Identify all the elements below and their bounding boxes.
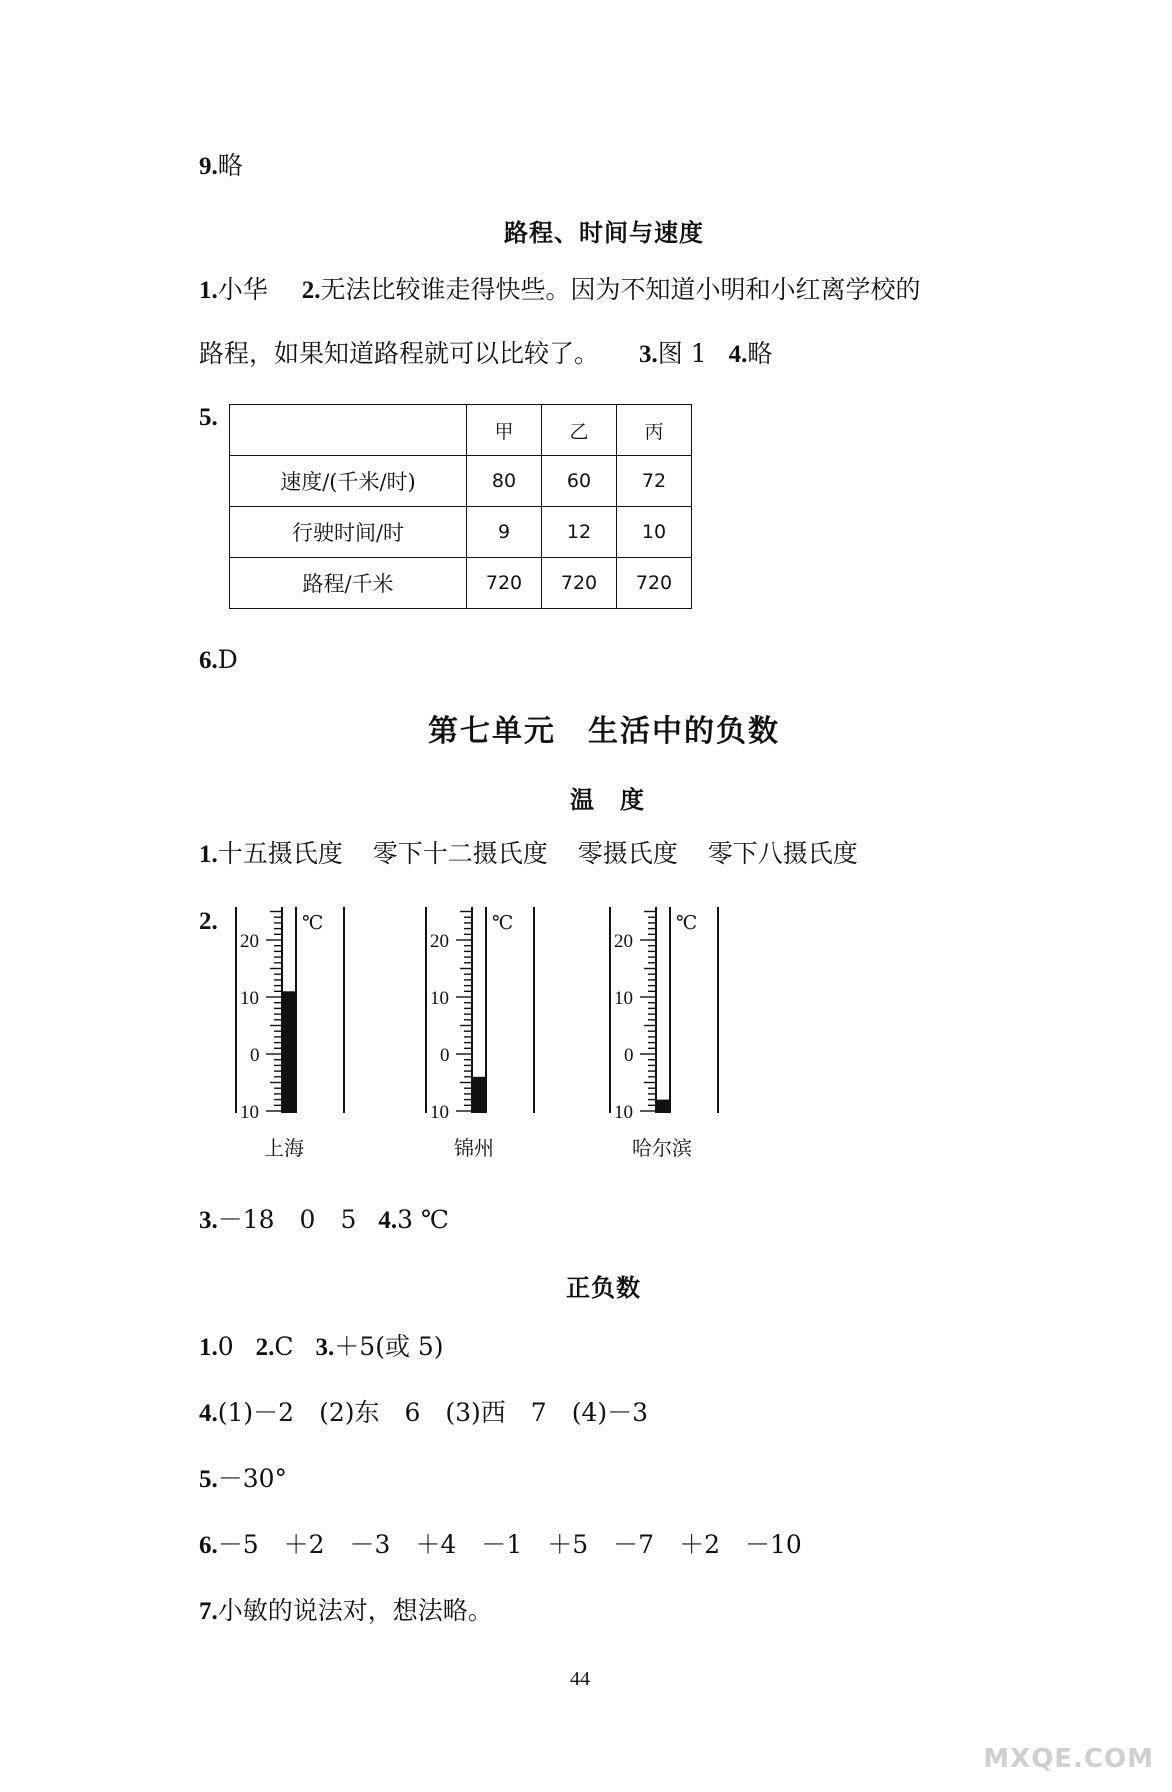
question-number: 1. — [199, 277, 218, 304]
thermometer-2 — [422, 905, 552, 1125]
table-cell: 9 — [467, 507, 542, 558]
answer-pn-1-2-3 — [199, 1331, 444, 1364]
question-number: 7. — [199, 1598, 218, 1625]
question-number: 2. — [301, 277, 321, 304]
tick-label: 20 — [240, 931, 259, 952]
thermometer-city-label: 哈尔滨 — [632, 1136, 692, 1160]
mercury-fill — [473, 1077, 485, 1113]
question-number: 9. — [199, 153, 218, 180]
mercury-fill — [283, 991, 295, 1113]
question-number: 4. — [378, 1207, 398, 1234]
table-header-cell: 乙 — [542, 405, 617, 456]
answer-pn-7 — [199, 1595, 493, 1628]
thermometer-city-label: 锦州 — [454, 1136, 494, 1160]
thermometer-city-label: 上海 — [264, 1136, 304, 1160]
answer-pn-6 — [199, 1529, 802, 1562]
question-number: 4. — [199, 1400, 218, 1427]
answer-text: 小华 — [217, 275, 268, 304]
table-cell: 80 — [467, 456, 542, 507]
answer-text: 零下十二摄氏度 — [372, 839, 548, 868]
unit-title: 第七单元 生活中的负数 — [428, 714, 780, 749]
unit-label: ℃ — [302, 913, 324, 934]
thermometer-3 — [606, 905, 736, 1125]
question-number: 1. — [199, 841, 218, 868]
tick-label: 10 — [614, 988, 633, 1009]
unit-label: ℃ — [676, 913, 698, 934]
tick-label: 0 — [624, 1045, 634, 1066]
thermometer-1 — [232, 905, 362, 1125]
table-cell: 12 — [542, 507, 617, 558]
tick-label: 20 — [614, 931, 633, 952]
tick-label: 10 — [240, 1102, 259, 1123]
answer-text: (1)－2 (2)东 6 (3)西 7 (4)－3 — [217, 1398, 649, 1427]
answer-text: 零下八摄氏度 — [707, 839, 858, 868]
tick-label: 20 — [430, 931, 449, 952]
table-cell: 720 — [617, 558, 692, 609]
watermark-logo: MXQE.COM — [983, 1744, 1154, 1774]
tick-label: 0 — [250, 1045, 260, 1066]
answer-text: －5 ＋2 －3 ＋4 －1 ＋5 －7 ＋2 －10 — [217, 1530, 802, 1559]
question-number-5: 5. — [199, 404, 218, 431]
table-row — [230, 558, 692, 609]
unit-label: ℃ — [492, 913, 514, 934]
page-number: 44 — [570, 1668, 590, 1690]
answer-text: －18 0 5 — [217, 1205, 357, 1234]
row-label: 行驶时间/时 — [230, 507, 467, 558]
table-header-row — [230, 405, 692, 456]
answer-text: －30° — [217, 1464, 288, 1493]
question-number-temp-2: 2. — [199, 908, 218, 935]
answer-9 — [199, 150, 243, 183]
answer-text: 无法比较谁走得快些。因为不知道小明和小红离学校的 — [320, 275, 921, 304]
answer-6 — [199, 644, 238, 677]
table-header-cell: 丙 — [617, 405, 692, 456]
tick-label: 0 — [440, 1045, 450, 1066]
answer-line-1-2 — [199, 274, 921, 307]
tick-label: 10 — [614, 1102, 633, 1123]
table-cell: 10 — [617, 507, 692, 558]
table-header-cell: 甲 — [467, 405, 542, 456]
section-title-temperature: 温 度 — [570, 785, 645, 814]
row-label: 速度/(千米/时) — [230, 456, 467, 507]
question-number: 5. — [199, 1466, 218, 1493]
section-title-distance-time-speed: 路程、时间与速度 — [504, 218, 704, 247]
question-number: 3. — [639, 341, 658, 368]
answer-text: 0 — [217, 1332, 234, 1361]
mercury-fill — [657, 1100, 669, 1113]
answer-text: C — [274, 1332, 294, 1361]
answer-text: 零摄氏度 — [577, 839, 678, 868]
answer-text: 略 — [217, 151, 243, 180]
tick-label: 10 — [240, 988, 259, 1009]
table-header-cell — [230, 405, 467, 456]
table-cell: 720 — [467, 558, 542, 609]
answer-pn-5 — [199, 1463, 287, 1496]
question-number: 4. — [728, 341, 748, 368]
question-number: 3. — [315, 1334, 335, 1361]
row-label: 路程/千米 — [230, 558, 467, 609]
answer-pn-4 — [199, 1397, 648, 1430]
table-cell: 60 — [542, 456, 617, 507]
speed-table — [229, 404, 692, 609]
answer-temp-3-4 — [199, 1204, 449, 1237]
question-number: 6. — [199, 647, 218, 674]
question-number: 1. — [199, 1334, 218, 1361]
tick-label: 10 — [430, 1102, 449, 1123]
question-number: 6. — [199, 1532, 218, 1559]
question-number: 3. — [199, 1207, 218, 1234]
table-cell: 72 — [617, 456, 692, 507]
answer-text: 3 ℃ — [397, 1205, 449, 1234]
answer-text: 略 — [747, 339, 773, 368]
answer-text: 路程，如果知道路程就可以比较了。 — [199, 339, 600, 368]
table-row — [230, 456, 692, 507]
answer-text: 图 1 — [657, 339, 707, 368]
answer-line-2-3-4 — [199, 338, 772, 371]
tick-label: 10 — [430, 988, 449, 1009]
answer-temp-1 — [199, 838, 858, 871]
answer-text: D — [217, 645, 238, 674]
answer-text: ＋5(或 5) — [334, 1332, 444, 1361]
answer-text: 十五摄氏度 — [217, 839, 343, 868]
question-number: 2. — [255, 1334, 275, 1361]
table-cell: 720 — [542, 558, 617, 609]
table-row — [230, 507, 692, 558]
section-title-positive-negative: 正负数 — [566, 1273, 641, 1302]
answer-text: 小敏的说法对，想法略。 — [217, 1596, 493, 1625]
